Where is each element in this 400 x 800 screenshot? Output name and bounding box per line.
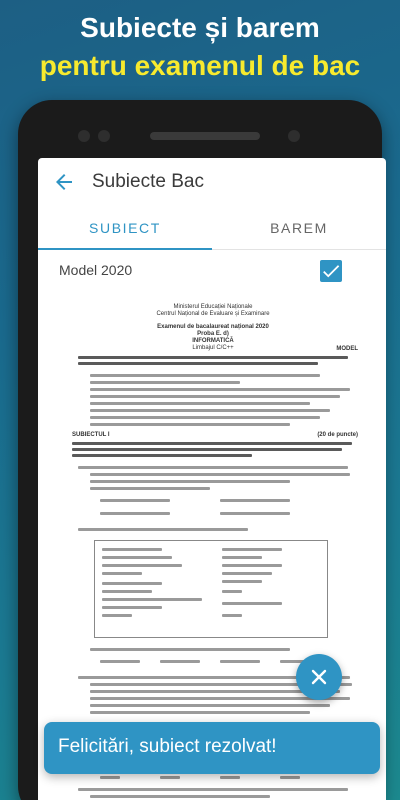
arrow-left-icon[interactable]	[52, 170, 76, 194]
doc-section-title: SUBIECTUL I	[72, 432, 110, 438]
tab-indicator	[38, 248, 212, 250]
doc-model-tag: MODEL	[336, 346, 358, 352]
doc-subject: INFORMATICĂ	[192, 338, 234, 344]
doc-section-points: (20 de puncte)	[317, 432, 358, 438]
success-snackbar	[44, 722, 380, 774]
close-icon	[296, 654, 342, 700]
app-bar	[38, 158, 386, 206]
doc-language: Limbajul C/C++	[192, 345, 234, 351]
model-label: Model 2020	[59, 262, 133, 278]
promo-title: Subiecte și barem	[80, 12, 320, 43]
tab-subiect[interactable]: SUBIECT	[89, 220, 161, 236]
app-title: Subiecte Bac	[92, 171, 204, 192]
check-icon	[320, 260, 342, 282]
snackbar-text: Felicitări, subiect rezolvat!	[58, 736, 277, 757]
doc-header-center: Centrul Național de Evaluare și Examinare	[156, 311, 270, 317]
tab-bar	[38, 206, 386, 250]
doc-header-ministry: Ministerul Educației Naționale	[173, 304, 253, 310]
phone-speaker	[150, 132, 260, 140]
front-camera	[288, 130, 300, 142]
promo-subtitle: pentru examenul de bac	[39, 50, 361, 81]
close-button[interactable]	[296, 654, 342, 700]
sensor-dot	[98, 130, 110, 142]
doc-proba: Proba E. d)	[197, 331, 229, 337]
tab-barem[interactable]: BAREM	[270, 220, 328, 236]
app-screen	[38, 158, 386, 800]
doc-title: Examenul de bacalaureat național 2020	[157, 324, 269, 330]
code-box	[94, 540, 328, 638]
solved-checkbox[interactable]	[320, 260, 342, 282]
sensor-dot	[78, 130, 90, 142]
